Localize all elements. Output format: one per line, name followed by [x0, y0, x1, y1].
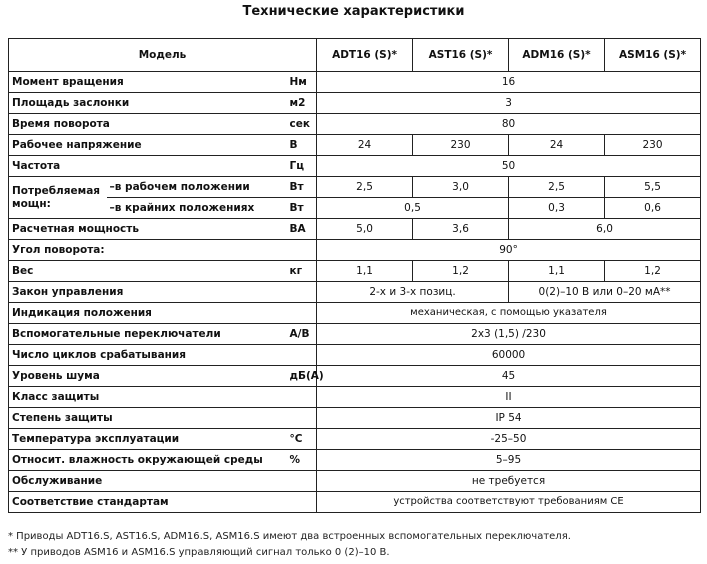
row-label: Степень защиты [9, 408, 317, 429]
row-unit: дБ(А) [287, 366, 317, 387]
row-label: Температура эксплуатации [9, 429, 287, 450]
row-value: 5,0 [317, 219, 413, 240]
row-value: 2,5 [509, 177, 605, 198]
row-value: 230 [605, 135, 701, 156]
header-col: ADT16 (S)* [317, 39, 413, 72]
row-value: 80 [317, 114, 701, 135]
row-label: Угол поворота: [9, 240, 317, 261]
table-row [9, 93, 701, 114]
row-value: 1,1 [317, 261, 413, 282]
row-value: 16 [317, 72, 701, 93]
table-row [9, 471, 701, 492]
header-col: AST16 (S)* [413, 39, 509, 72]
table-row [9, 114, 701, 135]
table-row [9, 408, 701, 429]
table-row [9, 429, 701, 450]
row-unit: Вт [287, 198, 317, 219]
table-row [9, 240, 701, 261]
row-value: 90° [317, 240, 701, 261]
row-value: 2-х и 3-х позиц. [317, 282, 509, 303]
row-value: 1,2 [605, 261, 701, 282]
row-value: II [317, 387, 701, 408]
row-sublabel: –в крайних положениях [107, 198, 287, 219]
row-value: IP 54 [317, 408, 701, 429]
row-value: 3 [317, 93, 701, 114]
row-unit: Нм [287, 72, 317, 93]
row-value: 3,0 [413, 177, 509, 198]
footnote: * Приводы ADT16.S, AST16.S, ADM16.S, ASM16.S имеют два встроенных вспомогательных переключателя. [8, 531, 571, 542]
row-value: 6,0 [509, 219, 701, 240]
row-unit: м2 [287, 93, 317, 114]
row-value: 50 [317, 156, 701, 177]
table-row [9, 219, 701, 240]
row-unit: °С [287, 429, 317, 450]
row-label: Вспомогательные переключатели [9, 324, 287, 345]
row-value: 1,1 [509, 261, 605, 282]
header-model: Модель [9, 39, 317, 72]
row-label: Рабочее напряжение [9, 135, 287, 156]
table-row [9, 156, 701, 177]
row-label: Момент вращения [9, 72, 287, 93]
row-value: не требуется [317, 471, 701, 492]
row-label: Расчетная мощность [9, 219, 287, 240]
row-value: 5,5 [605, 177, 701, 198]
header-col: ASM16 (S)* [605, 39, 701, 72]
row-label: Класс защиты [9, 387, 317, 408]
row-value: 0,6 [605, 198, 701, 219]
row-label: Относит. влажность окружающей среды [9, 450, 287, 471]
footnote: ** У приводов ASM16 и ASM16.S управляющий сигнал только 0 (2)–10 В. [8, 547, 390, 558]
row-value: 24 [317, 135, 413, 156]
table-row [9, 345, 701, 366]
row-sublabel: –в рабочем положении [107, 177, 287, 198]
table-row [9, 450, 701, 471]
row-unit: А/В [287, 324, 317, 345]
row-value: 24 [509, 135, 605, 156]
header-row [9, 39, 701, 72]
table-row [9, 324, 701, 345]
header-col: ADM16 (S)* [509, 39, 605, 72]
row-value: 0(2)–10 В или 0–20 мА** [509, 282, 701, 303]
table-row [9, 72, 701, 93]
row-value: 2,5 [317, 177, 413, 198]
row-label: Время поворота [9, 114, 287, 135]
row-unit: % [287, 450, 317, 471]
table-row [9, 135, 701, 156]
row-label: Частота [9, 156, 287, 177]
row-value: 45 [317, 366, 701, 387]
row-label: Уровень шума [9, 366, 287, 387]
row-value: 0,5 [317, 198, 509, 219]
row-label: Потребляемая мощн: [9, 177, 107, 219]
table-row [9, 492, 701, 513]
row-label: Соответствие стандартам [9, 492, 317, 513]
row-label: Закон управления [9, 282, 317, 303]
row-value: устройства соответствуют требованиям CE [317, 492, 701, 513]
row-unit: сек [287, 114, 317, 135]
row-unit: Гц [287, 156, 317, 177]
row-value: -25–50 [317, 429, 701, 450]
row-value: 0,3 [509, 198, 605, 219]
row-value: 2x3 (1,5) /230 [317, 324, 701, 345]
table-row [9, 177, 701, 198]
row-value: механическая, с помощью указателя [317, 303, 701, 324]
row-label: Обслуживание [9, 471, 317, 492]
row-value: 230 [413, 135, 509, 156]
spec-table [8, 38, 701, 513]
row-unit: В [287, 135, 317, 156]
row-label: Площадь заслонки [9, 93, 287, 114]
page-title: Технические характеристики [242, 4, 465, 19]
row-value: 5–95 [317, 450, 701, 471]
table-row [9, 366, 701, 387]
table-row [9, 282, 701, 303]
row-label: Вес [9, 261, 287, 282]
row-label: Индикация положения [9, 303, 317, 324]
row-value: 60000 [317, 345, 701, 366]
table-row [9, 303, 701, 324]
row-unit: кг [287, 261, 317, 282]
table-row [9, 261, 701, 282]
row-value: 1,2 [413, 261, 509, 282]
row-unit: Вт [287, 177, 317, 198]
row-unit: ВА [287, 219, 317, 240]
table-row [9, 387, 701, 408]
row-label: Число циклов срабатывания [9, 345, 317, 366]
table-row [9, 198, 701, 219]
row-value: 3,6 [413, 219, 509, 240]
